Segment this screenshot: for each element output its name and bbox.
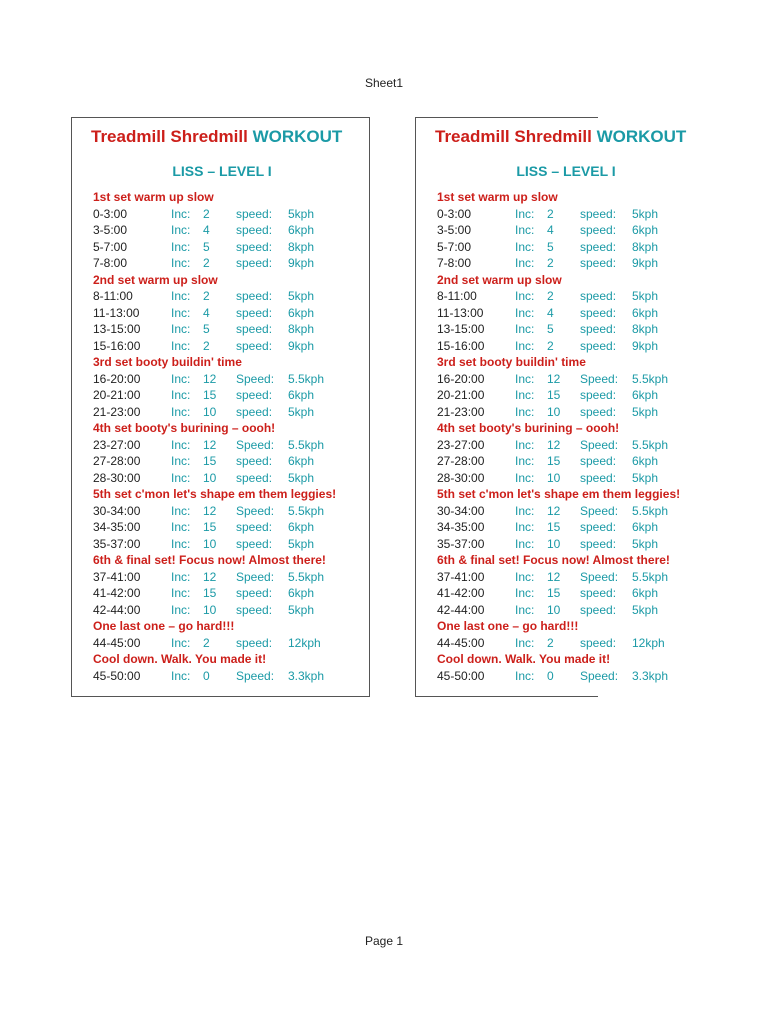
interval-time: 23-27:00 — [93, 437, 141, 452]
speed-value: 5kph — [632, 602, 659, 617]
set-heading: 5th set c'mon let's shape em them leggies! — [93, 487, 337, 501]
incline-value: 4 — [547, 223, 554, 237]
interval-row — [93, 470, 373, 487]
incline-value: 10 — [203, 536, 217, 551]
set-heading: 5th set c'mon let's shape em them leggies! — [437, 487, 681, 501]
speed-label: speed: — [580, 536, 617, 551]
set-heading: 4th set booty's burining – oooh! — [437, 421, 620, 435]
incline-value: 12 — [203, 371, 217, 386]
speed-value: 3.3kph — [632, 668, 669, 683]
interval-row — [93, 371, 373, 388]
incline-value: 2 — [547, 635, 554, 650]
interval-time: 7-8:00 — [437, 256, 472, 270]
interval-time: 16-20:00 — [437, 371, 485, 386]
interval-time: 28-30:00 — [93, 470, 141, 485]
incline-value: 12 — [547, 569, 561, 584]
speed-value: 8kph — [288, 322, 315, 336]
incline-label: Inc: — [515, 206, 535, 221]
interval-time: 8-11:00 — [93, 289, 133, 303]
interval-time: 37-41:00 — [93, 569, 141, 584]
incline-value: 15 — [203, 388, 217, 402]
incline-label: Inc: — [171, 338, 191, 353]
interval-row — [93, 569, 373, 586]
interval-row — [437, 222, 717, 239]
speed-value: 9kph — [288, 256, 315, 270]
incline-value: 10 — [547, 536, 561, 551]
incline-value: 5 — [547, 239, 554, 254]
interval-time: 44-45:00 — [93, 635, 141, 650]
workout-list — [437, 189, 717, 684]
set-heading: 2nd set warm up slow — [93, 272, 218, 287]
speed-label: speed: — [580, 635, 617, 650]
speed-label: speed: — [236, 536, 273, 551]
interval-row — [437, 321, 717, 338]
speed-value: 5.5kph — [632, 569, 669, 584]
speed-value: 6kph — [288, 586, 315, 600]
incline-value: 2 — [203, 206, 210, 221]
interval-time: 21-23:00 — [437, 404, 485, 419]
incline-value: 2 — [547, 338, 554, 353]
incline-label: Inc: — [515, 569, 535, 584]
incline-value: 10 — [547, 404, 561, 419]
incline-value: 2 — [547, 206, 554, 221]
speed-value: 9kph — [288, 338, 315, 353]
speed-label: speed: — [236, 338, 273, 353]
workout-card-clipped — [415, 117, 687, 697]
speed-value: 8kph — [288, 239, 315, 254]
incline-label: Inc: — [515, 223, 535, 237]
interval-row — [437, 668, 717, 685]
interval-time: 11-13:00 — [93, 305, 140, 320]
speed-value: 5kph — [632, 289, 659, 303]
level-heading: LISS – LEVEL I — [516, 163, 616, 179]
card-title-main: Treadmill Shredmill — [435, 127, 592, 146]
speed-label: speed: — [580, 586, 617, 600]
incline-value: 4 — [203, 223, 210, 237]
incline-label: Inc: — [515, 503, 535, 518]
incline-label: Inc: — [171, 388, 191, 402]
set-heading: 2nd set warm up slow — [437, 272, 562, 287]
incline-value: 5 — [547, 322, 554, 336]
incline-label: Inc: — [515, 256, 535, 270]
speed-label: speed: — [236, 223, 273, 237]
incline-value: 4 — [203, 305, 210, 320]
speed-label: speed: — [236, 239, 273, 254]
speed-label: speed: — [580, 338, 617, 353]
interval-time: 37-41:00 — [437, 569, 485, 584]
incline-value: 15 — [547, 586, 561, 600]
interval-row — [437, 437, 717, 454]
card-title-main: Treadmill Shredmill — [91, 127, 248, 146]
set-heading: Cool down. Walk. You made it! — [437, 652, 611, 666]
interval-row — [437, 635, 717, 652]
interval-time: 42-44:00 — [437, 602, 485, 617]
speed-label: Speed: — [236, 569, 275, 584]
speed-label: speed: — [236, 454, 273, 468]
interval-row — [93, 239, 373, 256]
card-title — [91, 127, 342, 147]
interval-row — [93, 222, 373, 239]
incline-label: Inc: — [515, 536, 535, 551]
speed-value: 6kph — [632, 305, 659, 320]
speed-value: 5.5kph — [288, 503, 325, 518]
speed-label: Speed: — [236, 437, 275, 452]
set-heading: 6th & final set! Focus now! Almost there! — [93, 553, 326, 567]
set-heading: 1st set warm up slow — [437, 190, 558, 204]
interval-row — [437, 470, 717, 487]
interval-time: 5-7:00 — [93, 239, 128, 254]
interval-time: 35-37:00 — [437, 536, 485, 551]
incline-value: 2 — [547, 256, 554, 270]
speed-label: speed: — [236, 404, 273, 419]
interval-row — [437, 305, 717, 322]
speed-label: speed: — [580, 388, 617, 402]
incline-value: 10 — [547, 602, 561, 617]
interval-row — [93, 602, 373, 619]
interval-time: 45-50:00 — [93, 668, 141, 683]
speed-label: speed: — [236, 470, 273, 485]
incline-value: 10 — [203, 602, 217, 617]
speed-value: 5kph — [288, 470, 315, 485]
incline-value: 15 — [547, 454, 561, 468]
speed-label: speed: — [236, 635, 273, 650]
speed-label: Speed: — [236, 668, 275, 683]
interval-time: 20-21:00 — [93, 388, 141, 402]
interval-time: 35-37:00 — [93, 536, 141, 551]
incline-label: Inc: — [171, 602, 191, 617]
speed-value: 12kph — [632, 635, 665, 650]
speed-value: 6kph — [632, 454, 659, 468]
speed-value: 5.5kph — [288, 569, 325, 584]
incline-label: Inc: — [515, 322, 535, 336]
interval-row — [437, 569, 717, 586]
interval-time: 27-28:00 — [437, 454, 485, 468]
set-heading: One last one – go hard!!! — [437, 619, 579, 633]
interval-row — [93, 453, 373, 470]
interval-row — [437, 239, 717, 256]
interval-time: 30-34:00 — [93, 503, 141, 518]
incline-label: Inc: — [171, 239, 191, 254]
interval-row — [437, 503, 717, 520]
incline-value: 12 — [547, 503, 561, 518]
speed-label: speed: — [580, 223, 617, 237]
interval-row — [93, 536, 373, 553]
speed-value: 5kph — [288, 289, 315, 303]
interval-row — [93, 635, 373, 652]
speed-value: 5kph — [288, 206, 315, 221]
speed-value: 6kph — [288, 305, 315, 320]
interval-time: 34-35:00 — [93, 520, 141, 534]
speed-label: Speed: — [236, 371, 275, 386]
incline-label: Inc: — [515, 338, 535, 353]
interval-row — [437, 536, 717, 553]
speed-value: 5.5kph — [632, 503, 669, 518]
interval-time: 21-23:00 — [93, 404, 141, 419]
interval-row — [437, 602, 717, 619]
incline-label: Inc: — [171, 437, 191, 452]
speed-label: speed: — [236, 586, 273, 600]
speed-label: Speed: — [580, 371, 619, 386]
incline-label: Inc: — [171, 586, 191, 600]
speed-label: speed: — [580, 206, 617, 221]
interval-time: 3-5:00 — [437, 223, 472, 237]
speed-label: speed: — [236, 289, 273, 303]
interval-row — [93, 305, 373, 322]
speed-label: Speed: — [580, 503, 619, 518]
speed-label: speed: — [580, 602, 617, 617]
incline-label: Inc: — [171, 206, 191, 221]
speed-label: speed: — [236, 602, 273, 617]
interval-row — [437, 288, 717, 305]
incline-value: 2 — [203, 635, 210, 650]
incline-value: 5 — [203, 239, 210, 254]
interval-row — [93, 437, 373, 454]
incline-label: Inc: — [171, 569, 191, 584]
interval-row — [437, 255, 717, 272]
incline-label: Inc: — [515, 289, 535, 303]
interval-row — [437, 387, 717, 404]
incline-value: 2 — [203, 289, 210, 303]
incline-label: Inc: — [171, 305, 191, 320]
speed-label: speed: — [580, 470, 617, 485]
incline-value: 0 — [547, 668, 554, 683]
sheet-name: Sheet1 — [364, 76, 404, 90]
speed-value: 5.5kph — [632, 371, 669, 386]
interval-time: 20-21:00 — [437, 388, 485, 402]
incline-label: Inc: — [515, 239, 535, 254]
speed-value: 6kph — [288, 223, 315, 237]
interval-row — [93, 255, 373, 272]
interval-time: 15-16:00 — [437, 338, 485, 353]
speed-value: 6kph — [632, 520, 659, 534]
speed-value: 9kph — [632, 256, 659, 270]
interval-row — [93, 519, 373, 536]
incline-label: Inc: — [515, 437, 535, 452]
speed-value: 5.5kph — [632, 437, 669, 452]
interval-time: 45-50:00 — [437, 668, 485, 683]
speed-label: speed: — [236, 388, 273, 402]
speed-value: 6kph — [632, 388, 659, 402]
incline-label: Inc: — [171, 322, 191, 336]
speed-label: speed: — [580, 256, 617, 270]
interval-row — [437, 453, 717, 470]
incline-value: 12 — [547, 437, 561, 452]
speed-value: 8kph — [632, 239, 659, 254]
speed-label: speed: — [236, 256, 273, 270]
interval-time: 11-13:00 — [437, 305, 484, 320]
incline-label: Inc: — [515, 668, 535, 683]
speed-label: speed: — [236, 305, 273, 320]
speed-label: Speed: — [580, 437, 619, 452]
speed-label: speed: — [236, 322, 273, 336]
interval-row — [93, 206, 373, 223]
interval-row — [437, 519, 717, 536]
interval-time: 16-20:00 — [93, 371, 141, 386]
incline-label: Inc: — [515, 305, 535, 320]
incline-label: Inc: — [515, 470, 535, 485]
incline-value: 12 — [203, 569, 217, 584]
speed-label: speed: — [580, 239, 617, 254]
card-title — [435, 127, 686, 147]
speed-value: 6kph — [288, 454, 315, 468]
interval-time: 23-27:00 — [437, 437, 485, 452]
interval-row — [437, 206, 717, 223]
interval-row — [93, 585, 373, 602]
incline-label: Inc: — [515, 602, 535, 617]
incline-label: Inc: — [515, 635, 535, 650]
set-heading: 1st set warm up slow — [93, 190, 214, 204]
incline-label: Inc: — [171, 223, 191, 237]
incline-value: 10 — [203, 470, 217, 485]
speed-label: speed: — [236, 520, 273, 534]
incline-value: 15 — [203, 520, 217, 534]
interval-row — [93, 404, 373, 421]
incline-value: 5 — [203, 322, 210, 336]
speed-value: 5kph — [632, 536, 659, 551]
incline-value: 12 — [203, 437, 217, 452]
interval-row — [93, 387, 373, 404]
incline-value: 15 — [547, 520, 561, 534]
speed-label: Speed: — [580, 569, 619, 584]
interval-row — [93, 321, 373, 338]
speed-value: 6kph — [288, 388, 315, 402]
incline-value: 15 — [203, 586, 217, 600]
incline-value: 2 — [203, 338, 210, 353]
interval-row — [93, 338, 373, 355]
incline-label: Inc: — [515, 404, 535, 419]
speed-value: 8kph — [632, 322, 659, 336]
incline-value: 15 — [547, 388, 561, 402]
interval-time: 15-16:00 — [93, 338, 141, 353]
interval-row — [437, 404, 717, 421]
card-title-workout: WORKOUT — [596, 127, 687, 146]
speed-label: speed: — [580, 322, 617, 336]
speed-label: speed: — [236, 206, 273, 221]
speed-value: 12kph — [288, 635, 321, 650]
set-heading: Cool down. Walk. You made it! — [93, 652, 267, 666]
interval-row — [93, 668, 373, 685]
interval-time: 41-42:00 — [437, 586, 485, 600]
incline-label: Inc: — [515, 586, 535, 600]
speed-value: 6kph — [632, 223, 659, 237]
interval-row — [437, 338, 717, 355]
speed-value: 5kph — [288, 602, 315, 617]
speed-label: speed: — [580, 305, 617, 320]
interval-time: 30-34:00 — [437, 503, 485, 518]
incline-label: Inc: — [515, 388, 535, 402]
incline-label: Inc: — [171, 536, 191, 551]
speed-label: speed: — [580, 520, 617, 534]
workout-list — [93, 189, 373, 684]
incline-value: 15 — [203, 454, 217, 468]
incline-label: Inc: — [515, 454, 535, 468]
speed-value: 5kph — [632, 470, 659, 485]
interval-time: 3-5:00 — [93, 223, 128, 237]
incline-value: 4 — [547, 305, 554, 320]
speed-label: speed: — [580, 289, 617, 303]
incline-label: Inc: — [171, 520, 191, 534]
interval-time: 44-45:00 — [437, 635, 485, 650]
incline-value: 10 — [203, 404, 217, 419]
interval-row — [93, 288, 373, 305]
speed-value: 5.5kph — [288, 371, 325, 386]
speed-value: 5kph — [632, 404, 659, 419]
card-title-workout: WORKOUT — [252, 127, 343, 146]
incline-label: Inc: — [171, 371, 191, 386]
interval-time: 42-44:00 — [93, 602, 141, 617]
incline-label: Inc: — [171, 454, 191, 468]
incline-label: Inc: — [171, 404, 191, 419]
incline-value: 12 — [203, 503, 217, 518]
speed-value: 5.5kph — [288, 437, 325, 452]
interval-time: 27-28:00 — [93, 454, 141, 468]
incline-label: Inc: — [515, 520, 535, 534]
incline-label: Inc: — [171, 470, 191, 485]
incline-value: 0 — [203, 668, 210, 683]
interval-time: 7-8:00 — [93, 256, 128, 270]
set-heading: One last one – go hard!!! — [93, 619, 235, 633]
speed-value: 5kph — [632, 206, 659, 221]
incline-label: Inc: — [171, 668, 191, 683]
interval-time: 41-42:00 — [93, 586, 141, 600]
page-number: Page 1 — [364, 934, 404, 948]
interval-row — [93, 503, 373, 520]
incline-value: 12 — [547, 371, 561, 386]
speed-label: speed: — [580, 454, 617, 468]
speed-label: speed: — [580, 404, 617, 419]
speed-value: 6kph — [632, 586, 659, 600]
set-heading: 6th & final set! Focus now! Almost there! — [437, 553, 670, 567]
speed-value: 5kph — [288, 404, 315, 419]
set-heading: 4th set booty's burining – oooh! — [93, 421, 276, 435]
incline-label: Inc: — [171, 503, 191, 518]
incline-label: Inc: — [515, 371, 535, 386]
incline-value: 2 — [547, 289, 554, 303]
interval-time: 28-30:00 — [437, 470, 485, 485]
workout-card-full — [71, 117, 370, 697]
set-heading: 3rd set booty buildin' time — [93, 355, 242, 369]
incline-label: Inc: — [171, 289, 191, 303]
interval-time: 34-35:00 — [437, 520, 485, 534]
interval-time: 5-7:00 — [437, 239, 472, 254]
interval-time: 0-3:00 — [437, 206, 472, 221]
speed-label: Speed: — [236, 503, 275, 518]
interval-row — [437, 371, 717, 388]
speed-value: 3.3kph — [288, 668, 325, 683]
interval-time: 8-11:00 — [437, 289, 477, 303]
level-heading: LISS – LEVEL I — [172, 163, 272, 179]
interval-row — [437, 585, 717, 602]
interval-time: 13-15:00 — [93, 322, 141, 336]
speed-label: Speed: — [580, 668, 619, 683]
speed-value: 5kph — [288, 536, 315, 551]
speed-value: 9kph — [632, 338, 659, 353]
incline-label: Inc: — [171, 635, 191, 650]
incline-label: Inc: — [171, 256, 191, 270]
speed-value: 6kph — [288, 520, 315, 534]
interval-time: 0-3:00 — [93, 206, 128, 221]
interval-time: 13-15:00 — [437, 322, 485, 336]
set-heading: 3rd set booty buildin' time — [437, 355, 586, 369]
incline-value: 2 — [203, 256, 210, 270]
incline-value: 10 — [547, 470, 561, 485]
